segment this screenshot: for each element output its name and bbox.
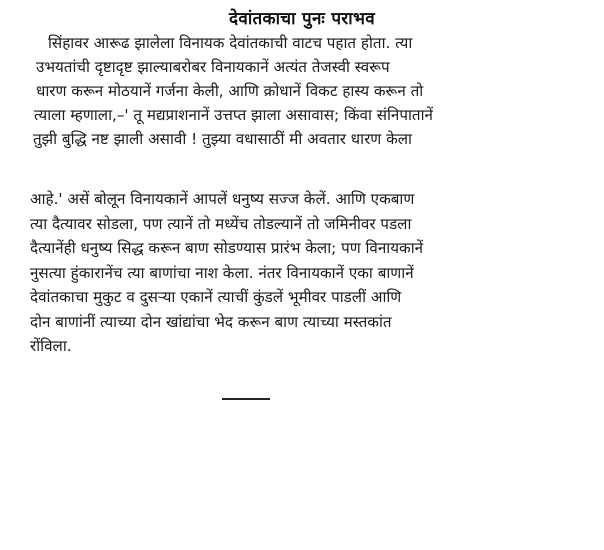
paragraph-line: रोंविला. — [30, 337, 72, 355]
paragraph-line: नुसत्या हुंकारानेंच त्या बाणांचा नाश केला. नंतर विनायकानें एका बाणानें — [30, 264, 414, 282]
paragraph-line: धारण करून मोठयानें गर्जना केली, आणि क्रोधानें विकट हास्य करून तो — [36, 82, 424, 100]
paragraph-line: आहे.' असें बोलून विनायकानें आपलें धनुष्य सज्ज केलें. आणि एकबाण — [30, 190, 415, 208]
page-title: देवांतकाचा पुनः पराभव — [229, 9, 375, 29]
paragraph-line: देवांतकाचा मुकुट व दुसऱ्या एकानें त्याचीं कुंडलें भूमीवर पाडलीं आणि — [30, 288, 402, 306]
paragraph-line: त्याला म्हणाला,–' तू मद्यप्राशनानें उत्तप्त झाला असावास; किंवा संनिपातानें — [34, 106, 433, 124]
paragraph-line: उभयतांची दृष्टादृष्ट झाल्याबरोबर विनायकानें अत्यंत तेजस्वी स्वरूप — [36, 58, 390, 76]
paragraph-line: त्या दैत्यावर सोडला, पण त्यानें तो मध्येंच तोडल्यानें तो जमिनीवर पडला — [30, 215, 412, 233]
paragraph-line: दोन बाणांनीं त्याच्या दोन खांद्यांचा भेद करून बाण त्याच्या मस्तकांत — [30, 313, 392, 331]
paragraph-line: दैत्यानेंही धनुष्य सिद्ध करून बाण सोडण्यास प्रारंभ केला; पण विनायकानें — [30, 239, 424, 257]
paragraph-line: सिंहावर आरूढ झालेला विनायक देवांतकाची वाटच पहात होता. त्या — [48, 34, 413, 52]
section-divider — [222, 398, 270, 400]
paragraph-line: तुझी बुद्धि नष्ट झाली असावी ! तुझ्या वधासाठीं मी अवतार धारण केला — [33, 130, 412, 148]
